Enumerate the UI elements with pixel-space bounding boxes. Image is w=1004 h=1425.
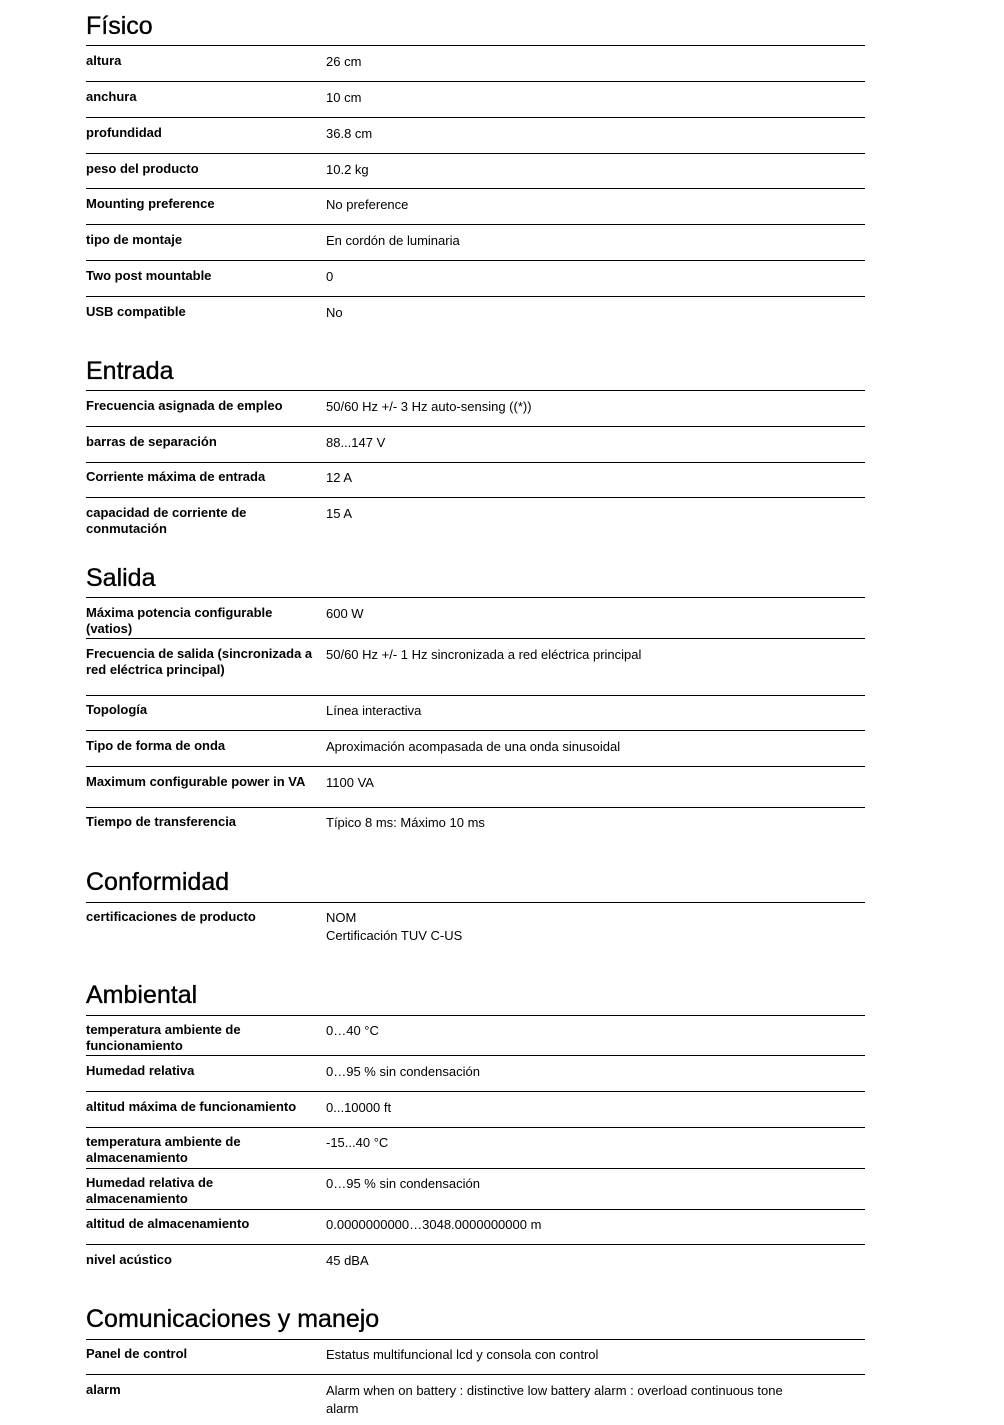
spec-value: 10.2 kg	[326, 162, 369, 177]
spec-label: anchura	[86, 89, 137, 104]
row-divider	[86, 188, 865, 189]
spec-value: 10 cm	[326, 90, 362, 105]
spec-value: 15 A	[326, 506, 353, 521]
spec-label: Panel de control	[86, 1346, 188, 1361]
section-rule	[86, 45, 865, 46]
spec-value: Estatus multifuncional lcd y consola con control	[326, 1347, 599, 1362]
spec-value: 36.8 cm	[326, 126, 373, 141]
spec-value: 0...10000 ft	[326, 1100, 392, 1115]
spec-label: altura	[86, 53, 122, 68]
section-title-conformidad: Conformidad	[86, 868, 230, 896]
row-divider	[86, 426, 865, 427]
spec-value: Línea interactiva	[326, 703, 422, 718]
row-divider	[86, 153, 865, 154]
row-divider	[86, 638, 865, 639]
spec-label: Frecuencia de salida (sincronizada a red eléctrica principal)	[86, 646, 313, 677]
spec-label: Mounting preference	[86, 196, 215, 211]
spec-label: Tipo de forma de onda	[86, 738, 226, 753]
spec-label: temperatura ambiente de funcionamiento	[86, 1022, 241, 1053]
spec-label: Humedad relativa de almacenamiento	[86, 1175, 214, 1206]
spec-value: 12 A	[326, 470, 353, 485]
spec-label: alarm	[86, 1382, 121, 1397]
row-divider	[86, 1127, 865, 1128]
spec-label: Two post mountable	[86, 268, 212, 283]
row-divider	[86, 695, 865, 696]
spec-label: barras de separación	[86, 434, 217, 449]
spec-value: NOM	[326, 910, 357, 925]
spec-value: No	[326, 305, 343, 320]
spec-value-line-2: Certificación TUV C-US	[326, 928, 463, 943]
spec-value: 45 dBA	[326, 1253, 369, 1268]
spec-label: temperatura ambiente de almacenamiento	[86, 1134, 241, 1165]
spec-value: Típico 8 ms: Máximo 10 ms	[326, 815, 485, 830]
spec-label: Corriente máxima de entrada	[86, 469, 266, 484]
row-divider	[86, 1055, 865, 1056]
spec-label: altitud máxima de funcionamiento	[86, 1099, 297, 1114]
row-divider	[86, 224, 865, 225]
spec-label: Máxima potencia configurable (vatios)	[86, 605, 273, 636]
spec-label: tipo de montaje	[86, 232, 183, 247]
section-title-salida: Salida	[86, 564, 156, 592]
row-divider	[86, 117, 865, 118]
section-rule	[86, 390, 865, 391]
section-rule	[86, 902, 865, 903]
spec-value: 88...147 V	[326, 435, 386, 450]
row-divider	[86, 1244, 865, 1245]
spec-value: -15...40 °C	[326, 1135, 389, 1150]
spec-label: Topología	[86, 702, 148, 717]
section-title-fisico: Físico	[86, 12, 153, 40]
spec-label: profundidad	[86, 125, 162, 140]
spec-label: peso del producto	[86, 161, 199, 176]
spec-label: Humedad relativa	[86, 1063, 195, 1078]
spec-label: nivel acústico	[86, 1252, 172, 1267]
row-divider	[86, 260, 865, 261]
spec-label: Frecuencia asignada de empleo	[86, 398, 283, 413]
spec-value: 26 cm	[326, 54, 362, 69]
section-rule	[86, 597, 865, 598]
section-title-comunicaciones: Comunicaciones y manejo	[86, 1305, 380, 1333]
spec-value: 0…95 % sin condensación	[326, 1064, 480, 1079]
spec-value: 600 W	[326, 606, 364, 621]
spec-label: Maximum configurable power in VA	[86, 774, 306, 789]
row-divider	[86, 1091, 865, 1092]
section-title-entrada: Entrada	[86, 357, 174, 385]
spec-value: No preference	[326, 197, 409, 212]
spec-label: certificaciones de producto	[86, 909, 256, 924]
row-divider	[86, 1168, 865, 1169]
row-divider	[86, 1374, 865, 1375]
section-rule	[86, 1015, 865, 1016]
spec-value: Aproximación acompasada de una onda sinusoidal	[326, 739, 621, 754]
row-divider	[86, 1209, 865, 1210]
spec-label: Tiempo de transferencia	[86, 814, 237, 829]
spec-value: 0.0000000000…3048.0000000000 m	[326, 1217, 542, 1232]
row-divider	[86, 462, 865, 463]
row-divider	[86, 497, 865, 498]
spec-value: 1100 VA	[326, 775, 374, 790]
row-divider	[86, 81, 865, 82]
row-divider	[86, 730, 865, 731]
spec-label: USB compatible	[86, 304, 186, 319]
row-divider	[86, 296, 865, 297]
spec-value: 0…95 % sin condensación	[326, 1176, 480, 1191]
spec-value: Alarm when on battery : distinctive low battery alarm : overload continuous tone alarm	[326, 1383, 783, 1416]
spec-value: En cordón de luminaria	[326, 233, 460, 248]
spec-value: 0…40 °C	[326, 1023, 379, 1038]
spec-value: 50/60 Hz +/- 1 Hz sincronizada a red eléctrica principal	[326, 647, 642, 662]
spec-value: 50/60 Hz +/- 3 Hz auto-sensing ((*))	[326, 399, 532, 414]
spec-label: altitud de almacenamiento	[86, 1216, 250, 1231]
spec-value: 0	[326, 269, 334, 284]
section-title-ambiental: Ambiental	[86, 981, 198, 1009]
row-divider	[86, 807, 865, 808]
section-rule	[86, 1339, 865, 1340]
spec-label: capacidad de corriente de conmutación	[86, 505, 247, 536]
row-divider	[86, 766, 865, 767]
